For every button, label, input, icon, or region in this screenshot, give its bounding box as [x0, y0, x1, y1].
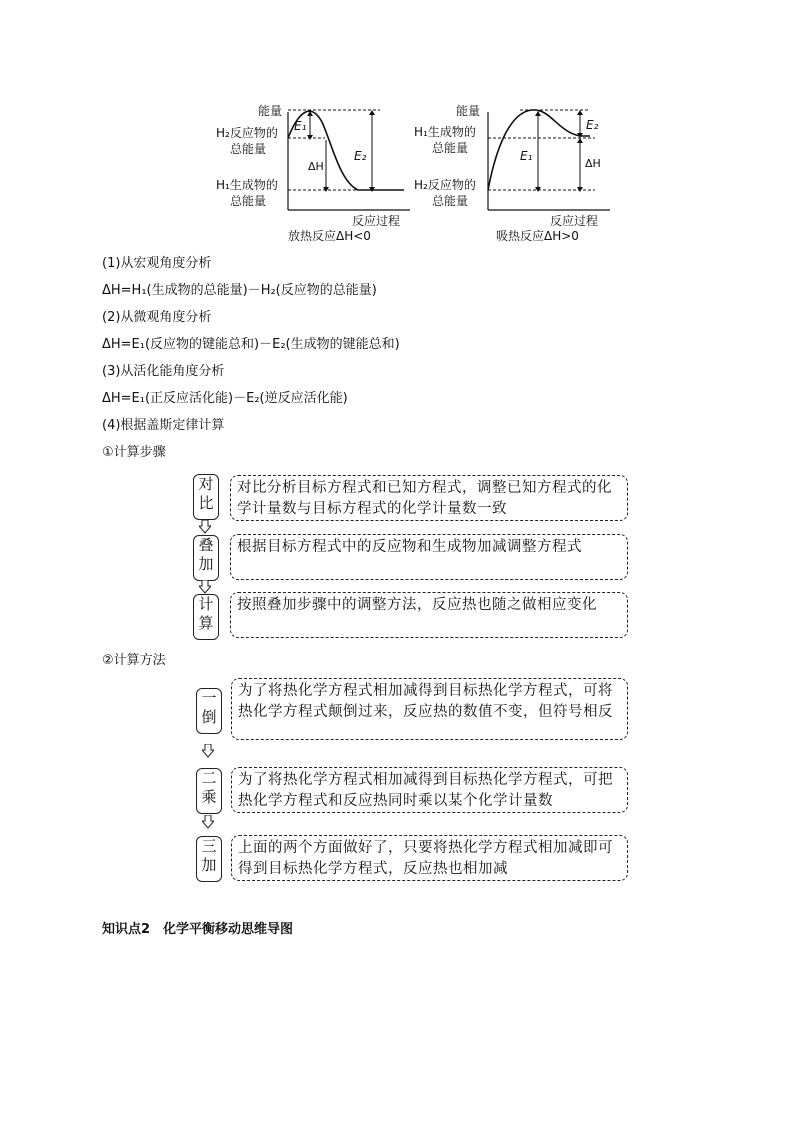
method-label-reverse: 一 倒 — [196, 688, 222, 734]
svg-text:E₁: E₁ — [294, 119, 307, 133]
section-heading: 知识点2 化学平衡移动思维导图 — [102, 922, 294, 937]
down-arrow-icon — [202, 815, 214, 829]
svg-text:E₁: E₁ — [520, 149, 533, 163]
text-hess-heading: (4)根据盖斯定律计算 — [102, 418, 225, 433]
down-arrow-icon — [199, 520, 211, 534]
svg-text:H₁生成物的: H₁生成物的 — [414, 125, 476, 139]
step-label-calculate: 计 算 — [193, 594, 219, 640]
svg-text:ΔH: ΔH — [585, 157, 601, 170]
text-steps-heading: ①计算步骤 — [102, 445, 166, 460]
svg-text:反应过程: 反应过程 — [352, 214, 401, 228]
method-text-add: 上面的两个方面做好了，只要将热化学方程式相加减即可得到目标热化学方程式，反应热也相加减 — [231, 835, 628, 881]
step-label-compare: 对 比 — [193, 474, 219, 520]
svg-text:H₁生成物的: H₁生成物的 — [216, 178, 278, 192]
svg-text:反应过程: 反应过程 — [550, 214, 599, 228]
endothermic-diagram — [400, 98, 615, 243]
step-label-superpose: 叠 加 — [193, 535, 219, 581]
method-text-multiply: 为了将热化学方程式相加减得到目标热化学方程式，可把热化学方程式和反应热同时乘以某个化学计量数 — [231, 767, 628, 813]
svg-text:总能量: 总能量 — [230, 194, 267, 208]
step-text-superpose: 根据目标方程式中的反应物和生成物加减调整方程式 — [230, 534, 628, 580]
text-macro-formula: ΔH=H₁(生成物的总能量)－H₂(反应物的总能量) — [102, 283, 377, 298]
svg-text:总能量: 总能量 — [230, 142, 267, 156]
down-arrow-icon — [202, 744, 214, 758]
method-label-add: 三 加 — [196, 836, 222, 882]
svg-text:总能量: 总能量 — [432, 194, 469, 208]
text-macro-heading: (1)从宏观角度分析 — [102, 256, 212, 271]
text-methods-heading: ②计算方法 — [102, 653, 166, 668]
svg-text:E₂: E₂ — [354, 149, 367, 163]
svg-text:E₂: E₂ — [586, 118, 599, 132]
svg-text:H₂反应物的: H₂反应物的 — [414, 178, 476, 192]
method-label-multiply: 二 乘 — [196, 768, 222, 814]
method-text-reverse: 为了将热化学方程式相加减得到目标热化学方程式，可将热化学方程式颠倒过来，反应热的数值不变，但符号相反 — [231, 678, 628, 740]
endothermic-caption: 吸热反应ΔH>0 — [496, 229, 579, 243]
svg-text:能量: 能量 — [456, 104, 481, 118]
text-activation-formula: ΔH=E₁(正反应活化能)－E₂(逆反应活化能) — [102, 391, 348, 406]
exothermic-diagram — [200, 98, 415, 243]
y-axis-label: 能量 — [258, 104, 283, 118]
exothermic-caption: 放热反应ΔH<0 — [288, 229, 371, 243]
down-arrow-icon — [199, 580, 211, 594]
step-text-calculate: 按照叠加步骤中的调整方法，反应热也随之做相应变化 — [230, 592, 628, 638]
text-activation-heading: (3)从活化能角度分析 — [102, 364, 225, 379]
svg-text:总能量: 总能量 — [432, 141, 469, 155]
svg-text:ΔH: ΔH — [308, 160, 324, 173]
text-micro-formula: ΔH=E₁(反应物的键能总和)－E₂(生成物的键能总和) — [102, 337, 400, 352]
text-micro-heading: (2)从微观角度分析 — [102, 310, 212, 325]
step-text-compare: 对比分析目标方程式和已知方程式，调整已知方程式的化学计量数与目标方程式的化学计量数一致 — [230, 475, 628, 521]
svg-text:H₂反应物的: H₂反应物的 — [216, 126, 278, 140]
